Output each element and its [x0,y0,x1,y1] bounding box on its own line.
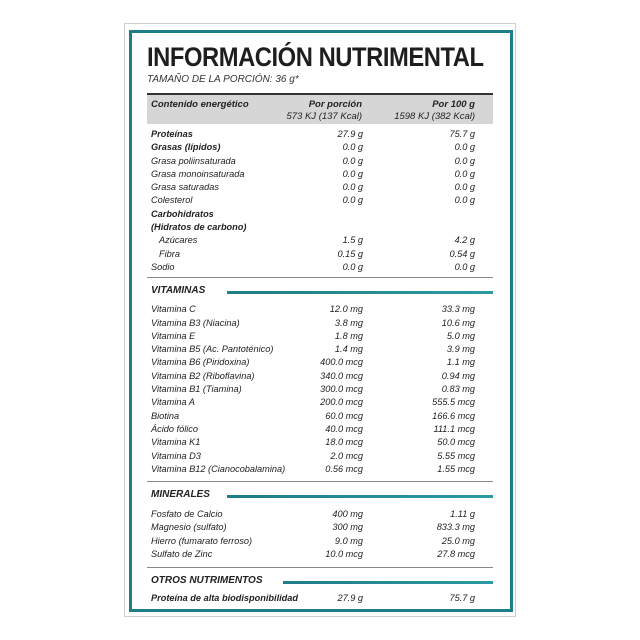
per-100g-value: 27.8 mcg [437,549,475,560]
section-divider [147,481,493,482]
nutrients-row [147,208,493,221]
per-100g-value: 1.1 mg [446,357,475,368]
vitamins-section [147,303,493,476]
per-100g-value: 0.83 mg [441,384,475,395]
per-100g-value: 25.0 mg [441,535,475,546]
nutrient-name: (Hidratos de carbono) [151,222,247,233]
per-serving-value: 1.4 mg [334,344,363,355]
per-100g-energy: 1598 KJ (382 Kcal) [394,111,475,122]
nutrient-name: Grasa saturadas [151,182,219,193]
minerals-row [147,508,493,521]
vitamins-row [147,303,493,316]
per-100g-value: 0.0 g [454,195,475,206]
nutrient-name: Vitamina C [151,304,196,315]
nutrition-facts-panel [147,34,493,606]
per-serving-value: 0.0 g [342,261,363,272]
per-100g-value: 0.0 g [454,168,475,179]
serving-size: TAMAÑO DE LA PORCIÓN: 36 g* [147,74,299,85]
per-100g-value: 1.11 g [450,509,475,520]
per-100g-value: 10.6 mg [441,317,475,328]
vitamins-row [147,383,493,396]
per-100g-header: Por 100 g [432,99,475,110]
per-100g-value: 75.7 g [449,593,475,604]
nutrients-row [147,141,493,154]
nutrients-row [147,155,493,168]
vitamins-title: VITAMINAS [151,285,206,297]
energy-label: Contenido energético [151,99,249,110]
per-100g-value: 0.54 g [449,248,475,259]
nutrients-row [147,128,493,141]
per-100g-value: 0.0 g [454,142,475,153]
others-accent-bar [283,581,493,584]
vitamins-row [147,450,493,463]
section-divider [147,277,493,278]
nutrient-name: Sodio [151,261,175,272]
per-100g-value: 0.0 g [454,182,475,193]
minerals-title: MINERALES [151,489,210,501]
per-serving-value: 1.8 mg [334,330,363,341]
per-100g-value: 0.0 g [454,155,475,166]
per-100g-value: 3.9 mg [446,344,475,355]
minerals-row [147,535,493,548]
others-header [147,574,493,590]
minerals-section [147,508,493,561]
others-section [147,592,493,605]
per-100g-value: 1.55 mcg [437,463,475,474]
nutrients-row [147,248,493,261]
nutrient-name: Vitamina B2 (Riboflavina) [151,370,255,381]
minerals-row [147,521,493,534]
per-100g-value: 0.94 mg [441,370,475,381]
per-serving-value: 0.15 g [337,248,363,259]
minerals-accent-bar [227,495,493,498]
per-100g-column [394,99,475,123]
vitamins-row [147,423,493,436]
vitamins-row [147,317,493,330]
nutrient-name: Colesterol [151,195,193,206]
others-title: OTROS NUTRIMENTOS [151,575,263,587]
nutrients-row [147,194,493,207]
energy-header-band [147,95,493,124]
nutrient-name: Vitamina B1 (Tiamina) [151,384,242,395]
per-100g-value: 4.2 g [454,235,475,246]
per-serving-value: 340.0 mcg [320,370,363,381]
vitamins-accent-bar [227,291,493,294]
nutrient-name: Sulfato de Zinc [151,549,213,560]
per-serving-value: 300 mg [332,522,363,533]
nutrients-row [147,221,493,234]
vitamins-row [147,436,493,449]
nutrient-name: Vitamina K1 [151,437,201,448]
per-serving-value: 0.0 g [342,182,363,193]
per-serving-value: 0.0 g [342,195,363,206]
per-100g-value: 166.6 mcg [432,410,475,421]
per-serving-value: 200.0 mcg [320,397,363,408]
nutrient-name: Carbohidratos [151,208,214,219]
nutrient-name: Fibra [159,248,180,259]
vitamins-header [147,284,493,300]
nutrient-name: Ácido fólico [151,423,198,434]
per-serving-value: 0.56 mcg [325,463,363,474]
per-100g-value: 75.7 g [449,129,475,139]
nutrient-name: Azúcares [159,235,198,246]
per-100g-value: 5.0 mg [446,330,475,341]
nutrient-name: Proteínas [151,129,193,139]
per-serving-value: 9.0 mg [334,535,363,546]
per-serving-value: 400 mg [332,509,363,520]
minerals-row [147,548,493,561]
per-100g-value: 111.1 mcg [433,423,475,434]
per-100g-value: 50.0 mcg [437,437,475,448]
per-serving-value: 60.0 mcg [325,410,363,421]
nutrient-name: Fosfato de Calcio [151,509,223,520]
per-serving-value: 0.0 g [342,168,363,179]
vitamins-row [147,396,493,409]
per-100g-value: 833.3 mg [436,522,475,533]
per-serving-header: Por porción [308,99,362,110]
per-serving-value: 12.0 mg [329,304,363,315]
per-serving-value: 0.0 g [342,155,363,166]
vitamins-row [147,410,493,423]
per-serving-value: 300.0 mcg [320,384,363,395]
per-serving-energy: 573 KJ (137 Kcal) [286,111,362,122]
per-serving-value: 3.8 mg [334,317,363,328]
nutrient-name: Biotina [151,410,180,421]
nutrient-name: Vitamina D3 [151,450,201,461]
vitamins-row [147,343,493,356]
nutrient-name: Grasas (lípidos) [151,142,221,153]
per-serving-value: 2.0 mcg [330,450,363,461]
section-divider [147,567,493,568]
nutrient-name: Vitamina B12 (Cianocobalamina) [151,463,286,474]
page-title: INFORMACIÓN NUTRIMENTAL [147,42,484,72]
per-serving-column [286,99,362,123]
per-serving-value: 10.0 mcg [325,549,363,560]
vitamins-row [147,330,493,343]
vitamins-row [147,356,493,369]
nutrient-name: Vitamina A [151,397,195,408]
nutrient-name: Magnesio (sulfato) [151,522,227,533]
minerals-header [147,488,493,504]
per-serving-value: 27.9 g [337,129,363,139]
nutrient-name: Grasa poliinsaturada [151,155,236,166]
nutrient-name: Vitamina B3 (Niacina) [151,317,240,328]
per-serving-value: 40.0 mcg [325,423,363,434]
nutrients-section [147,128,493,274]
nutrient-name: Vitamina E [151,330,196,341]
per-serving-value: 27.9 g [337,593,363,604]
per-serving-value: 0.0 g [342,142,363,153]
nutrient-name: Vitamina B6 (Piridoxina) [151,357,250,368]
per-100g-value: 5.55 mcg [437,450,475,461]
nutrient-name: Hierro (fumarato ferroso) [151,535,253,546]
per-100g-value: 555.5 mcg [432,397,475,408]
nutrients-row [147,168,493,181]
per-serving-value: 400.0 mcg [320,357,363,368]
nutrients-row [147,234,493,247]
per-serving-value: 18.0 mcg [325,437,363,448]
per-100g-value: 0.0 g [454,261,475,272]
per-100g-value: 33.3 mg [441,304,475,315]
per-serving-value: 1.5 g [342,235,363,246]
vitamins-row [147,463,493,476]
nutrients-row [147,261,493,274]
nutrient-name: Grasa monoinsaturada [151,168,245,179]
others-row [147,592,493,605]
vitamins-row [147,370,493,383]
nutrient-name: Vitamina B5 (Ac. Pantoténico) [151,344,274,355]
nutrient-name: Proteína de alta biodisponibilidad [151,593,299,604]
nutrients-row [147,181,493,194]
